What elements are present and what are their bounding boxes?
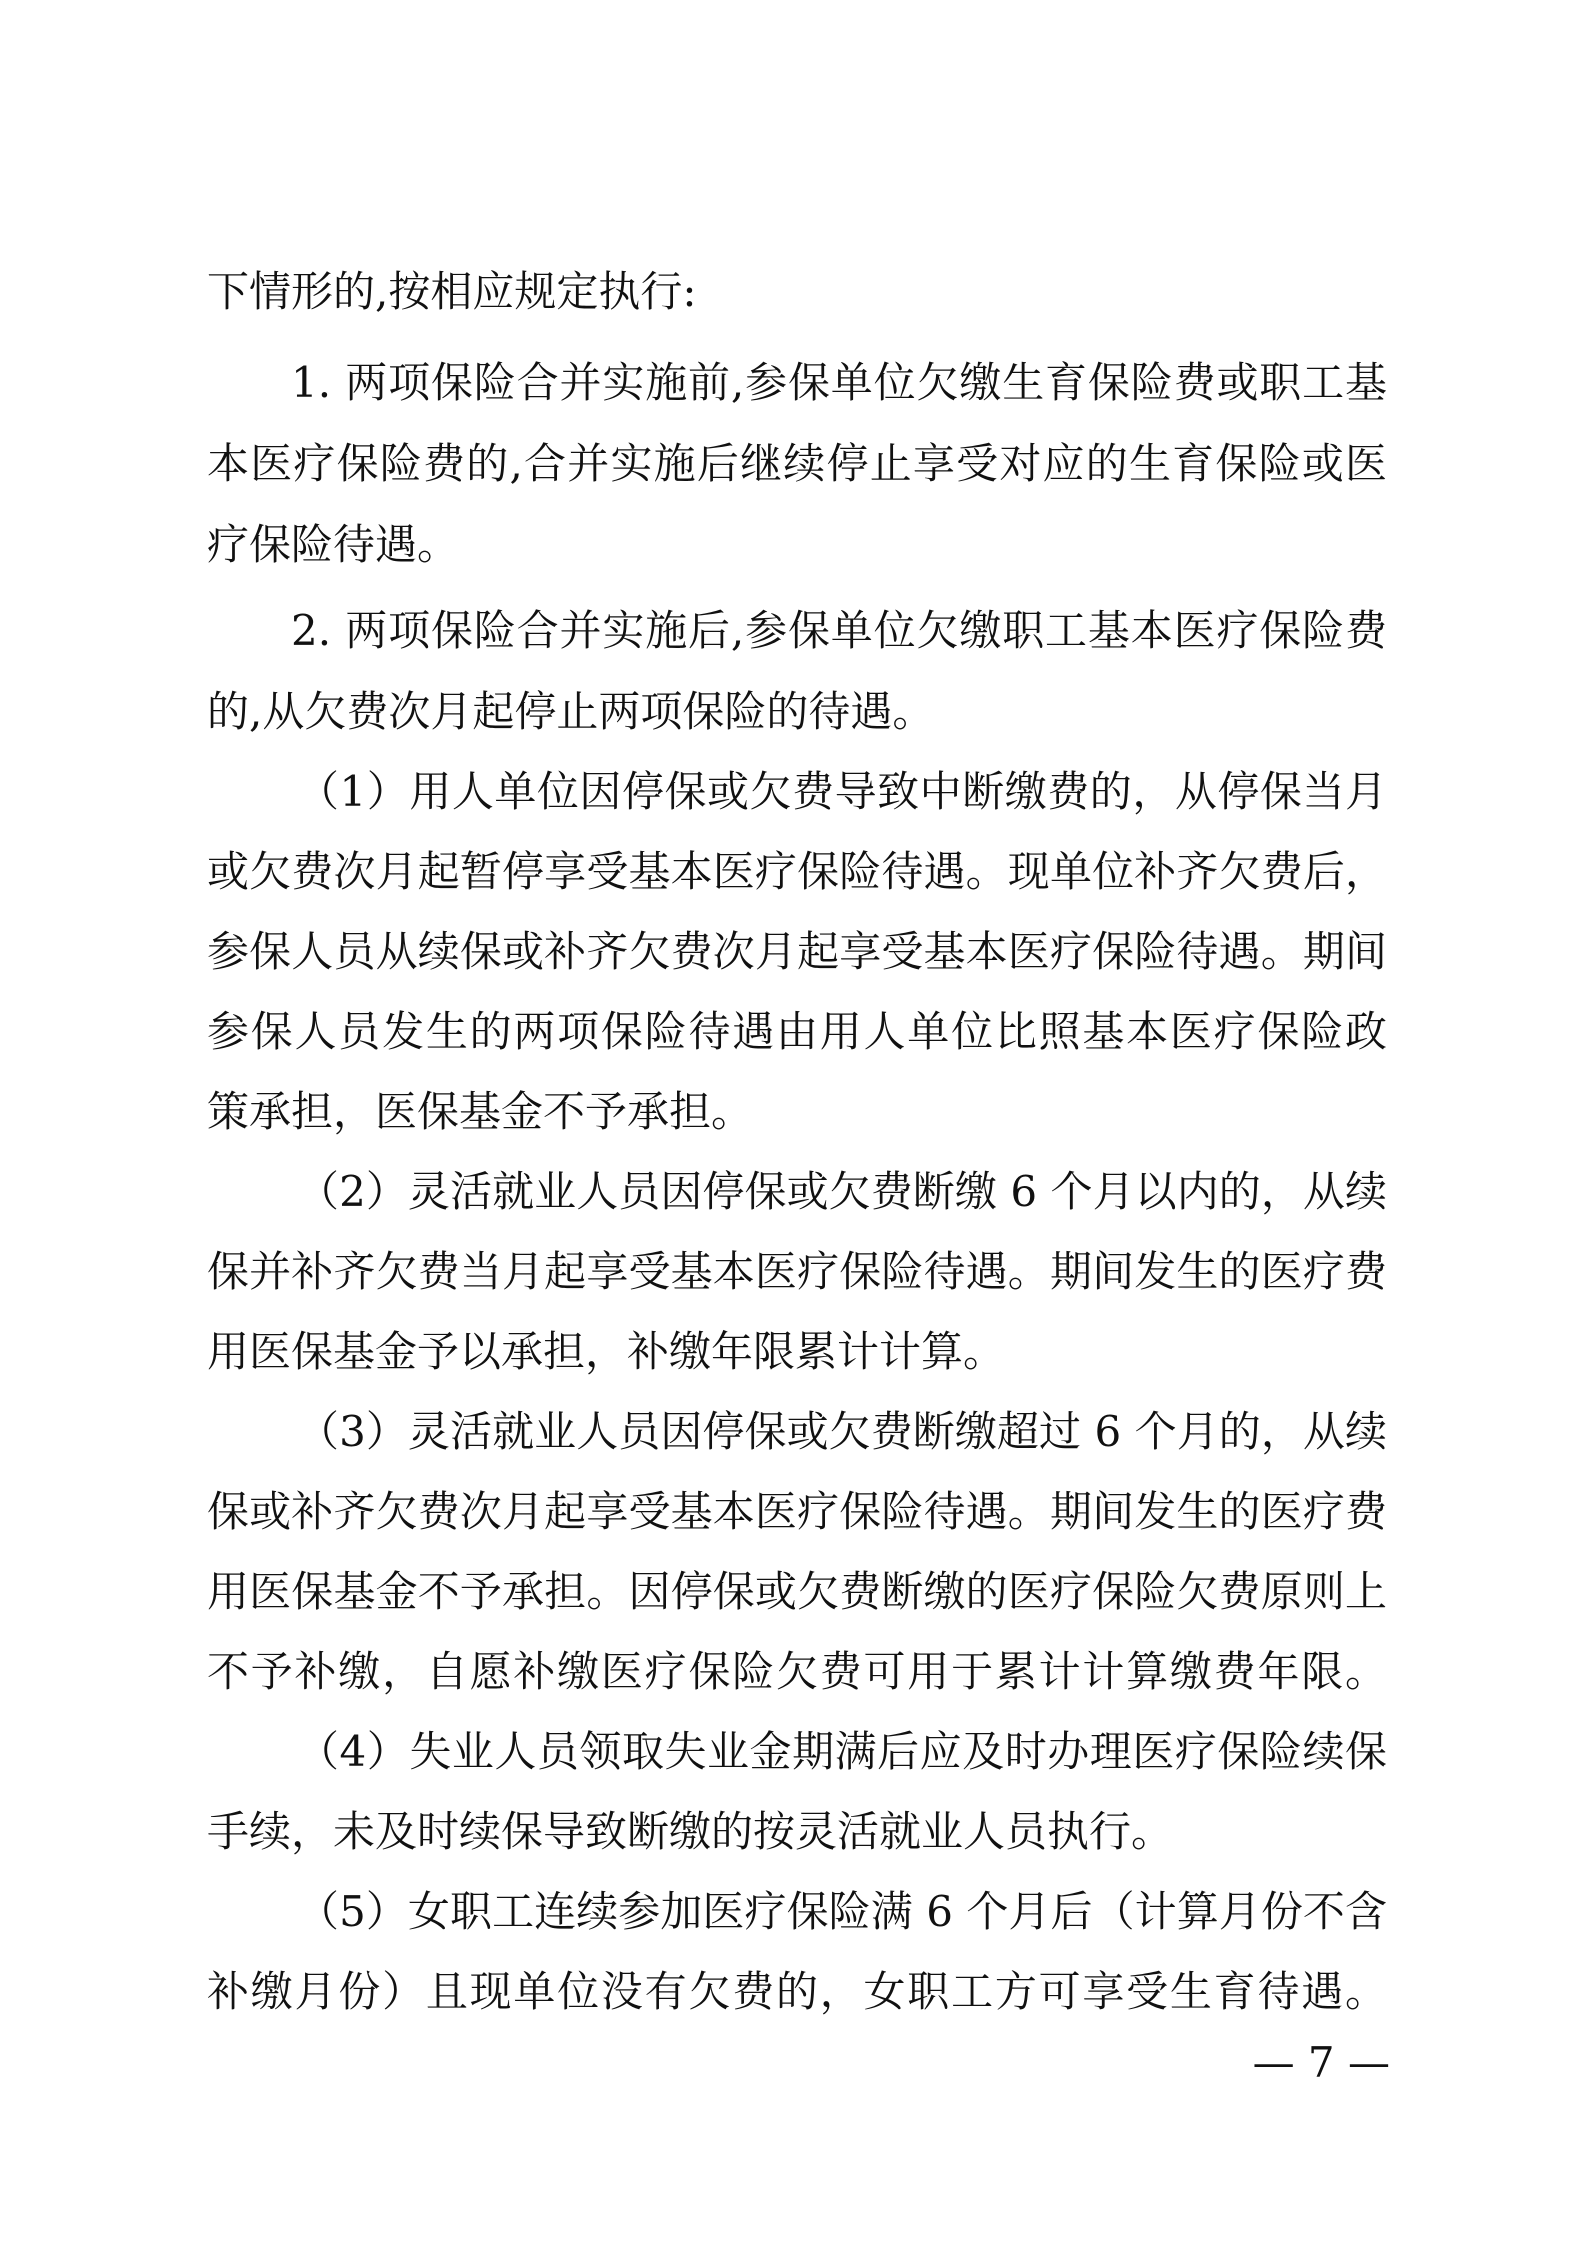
text-line: 下情形的,按相应规定执行: [207, 267, 697, 316]
text-line: （2）灵活就业人员因停保或欠费断缴 6 个月以内的，从续 [297, 1167, 1387, 1216]
text-line: 保或补齐欠费次月起享受基本医疗保险待遇。期间发生的医疗费 [207, 1487, 1387, 1536]
text-line: 补缴月份）且现单位没有欠费的，女职工方可享受生育待遇。 [207, 1967, 1387, 2016]
text-line: 策承担，医保基金不予承担。 [207, 1087, 754, 1136]
text-line: 或欠费次月起暂停享受基本医疗保险待遇。现单位补齐欠费后， [207, 847, 1387, 896]
page-number: — 7 — [1252, 2038, 1390, 2087]
text-line: 参保人员发生的两项保险待遇由用人单位比照基本医疗保险政 [207, 1007, 1387, 1056]
text-line: 保并补齐欠费当月起享受基本医疗保险待遇。期间发生的医疗费 [207, 1247, 1387, 1296]
text-line: 用医保基金不予承担。因停保或欠费断缴的医疗保险欠费原则上 [207, 1567, 1387, 1616]
text-line: 手续，未及时续保导致断缴的按灵活就业人员执行。 [207, 1807, 1174, 1856]
text-line: 2. 两项保险合并实施后,参保单位欠缴职工基本医疗保险费 [291, 606, 1387, 655]
text-line: 不予补缴，自愿补缴医疗保险欠费可用于累计计算缴费年限。 [207, 1647, 1387, 1696]
text-line: 的,从欠费次月起停止两项保险的待遇。 [207, 687, 935, 736]
text-line: （4）失业人员领取失业金期满后应及时办理医疗保险续保 [297, 1727, 1387, 1776]
text-line: 用医保基金予以承担，补缴年限累计计算。 [207, 1327, 1006, 1376]
text-line: 1. 两项保险合并实施前,参保单位欠缴生育保险费或职工基 [291, 358, 1387, 407]
text-line: （3）灵活就业人员因停保或欠费断缴超过 6 个月的，从续 [297, 1407, 1387, 1456]
text-line: （5）女职工连续参加医疗保险满 6 个月后（计算月份不含 [297, 1887, 1387, 1936]
text-line: 参保人员从续保或补齐欠费次月起享受基本医疗保险待遇。期间 [207, 927, 1387, 976]
text-line: 本医疗保险费的,合并实施后继续停止享受对应的生育保险或医 [207, 439, 1387, 488]
text-line: （1）用人单位因停保或欠费导致中断缴费的，从停保当月 [297, 767, 1387, 816]
text-line: 疗保险待遇。 [207, 520, 460, 569]
